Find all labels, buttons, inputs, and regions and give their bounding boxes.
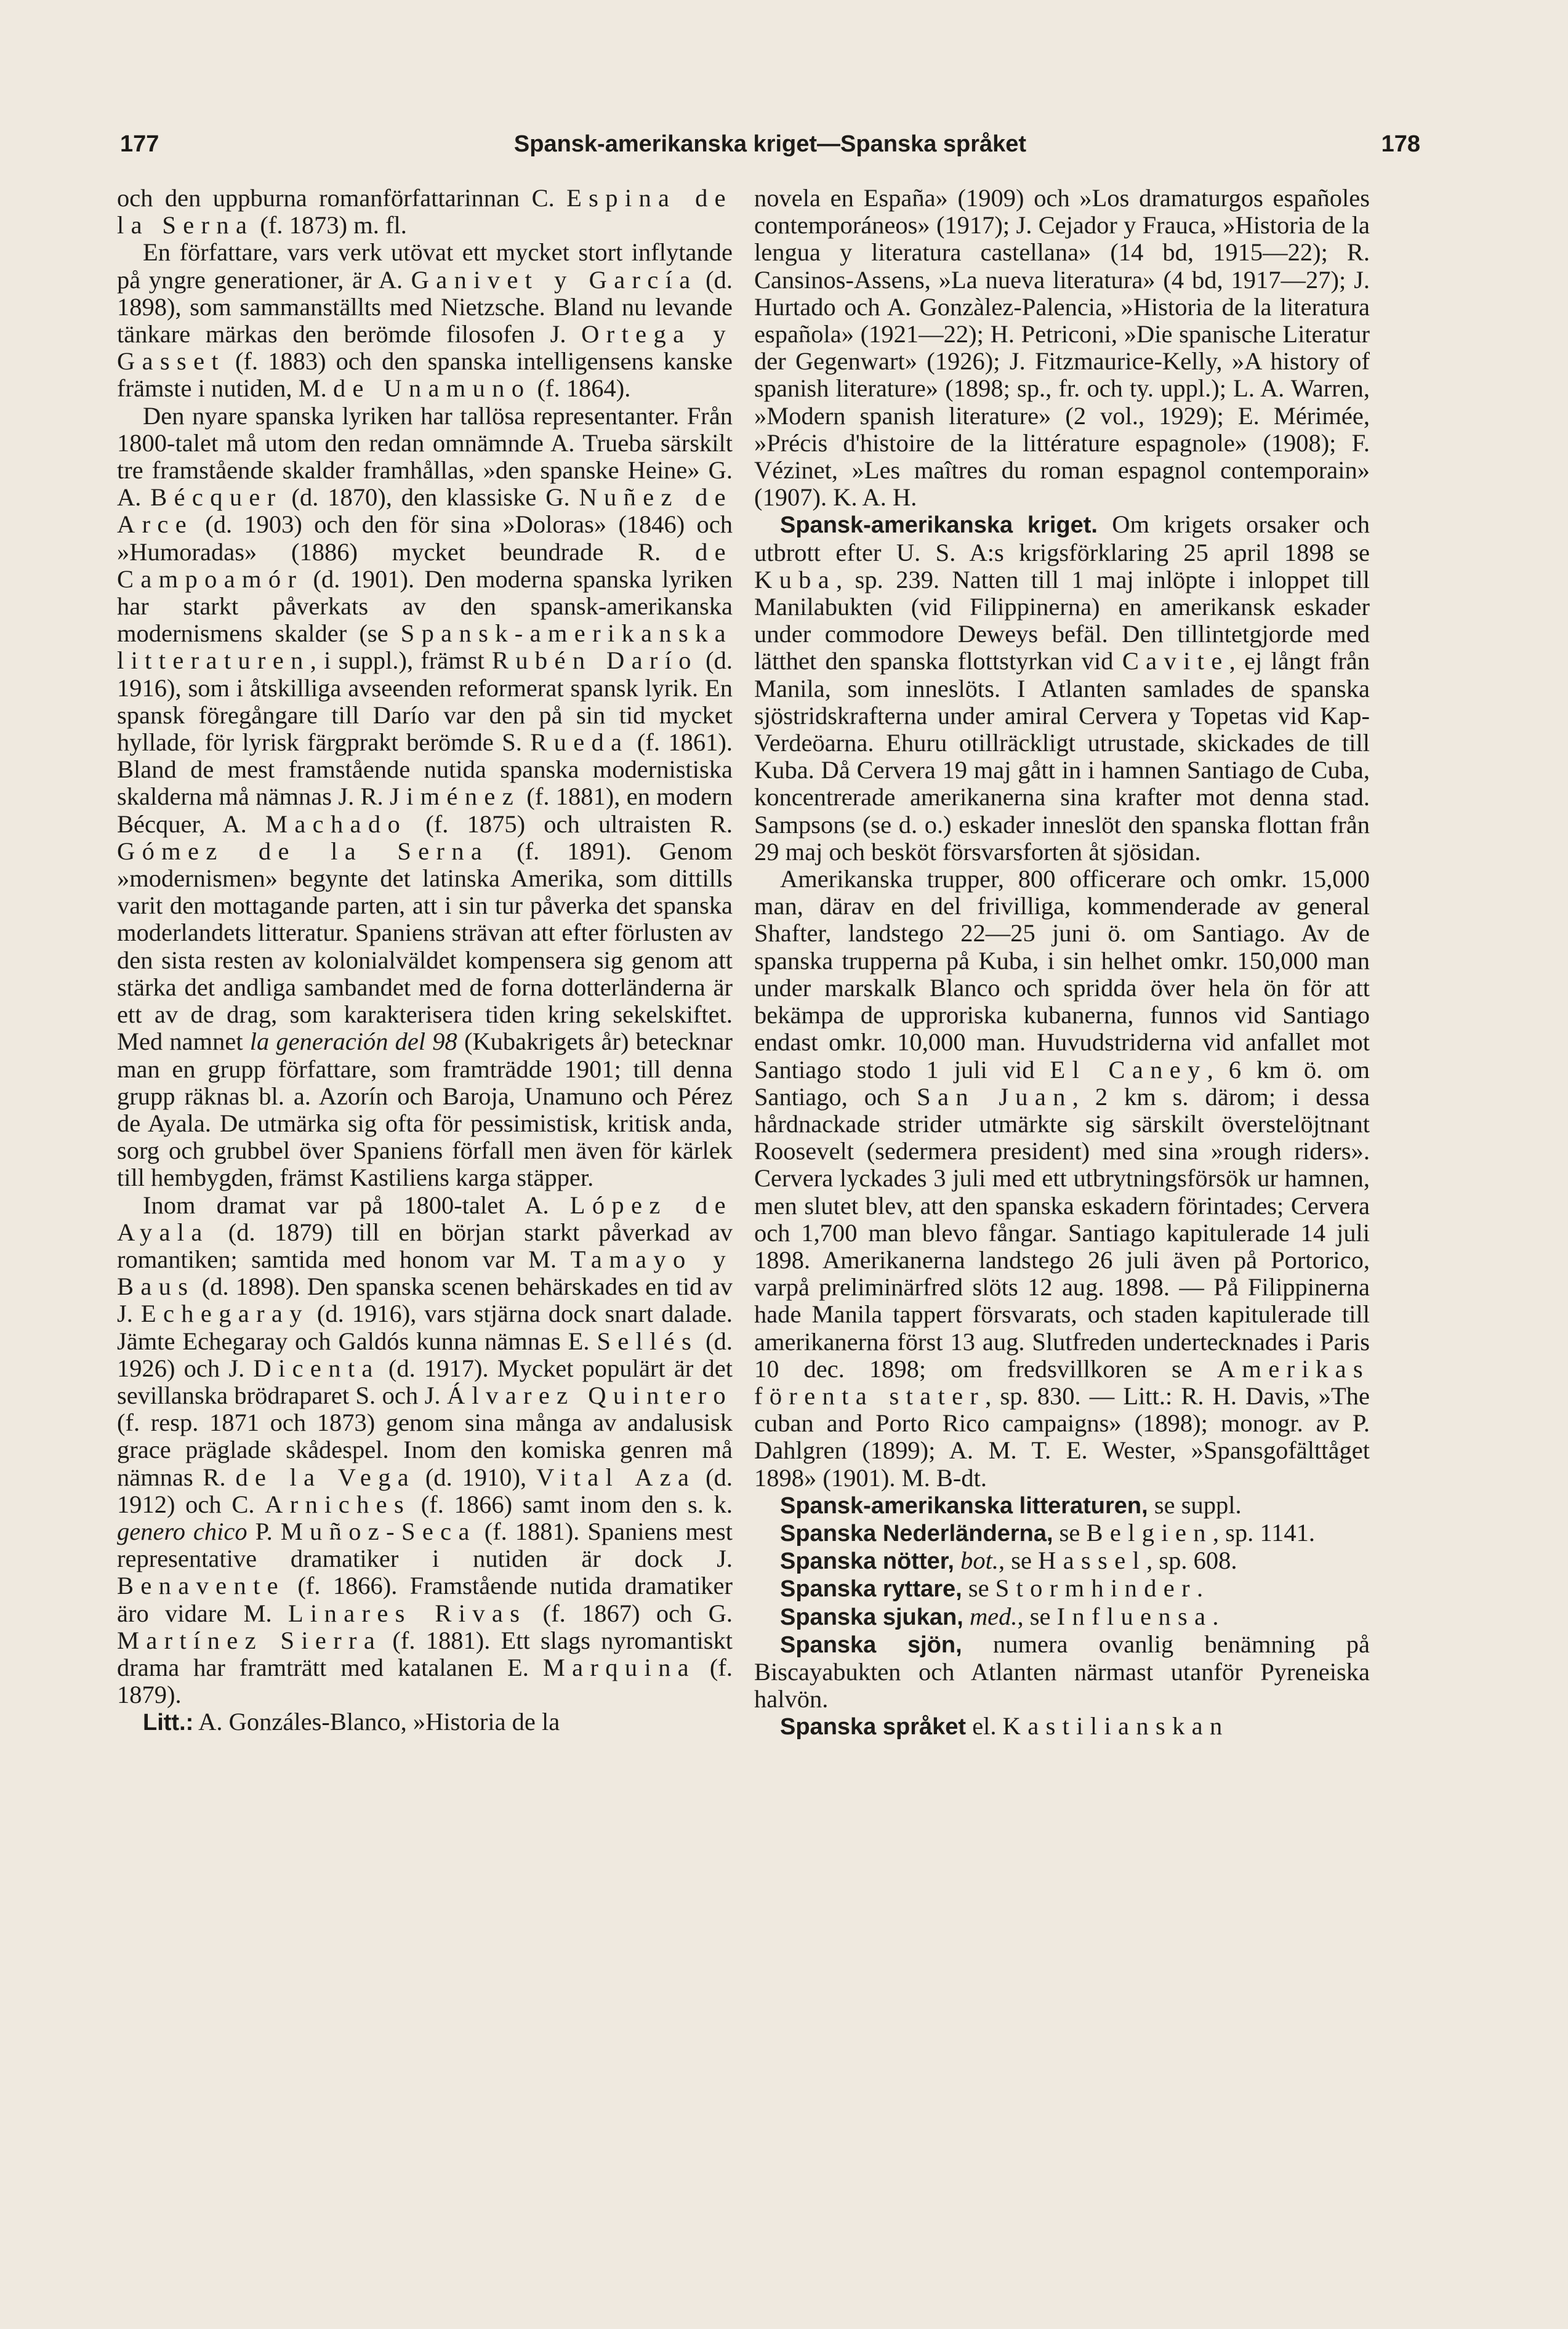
text-run: (d. 1916), som i åtskilliga avseenden reformerat spansk lyrik. En spansk föregångare till Darío var den på sin tid mycket hyllade, för lyrisk färgprakt berömde S. — [117, 646, 733, 757]
text-run — [954, 1547, 960, 1574]
spaced-name: Spansk-amerikanska litteraturen — [117, 619, 733, 675]
entry-headword: Spanska ryttare, — [780, 1576, 962, 1603]
spaced-name: Belgien — [1086, 1518, 1213, 1547]
paragraph — [117, 1192, 733, 1709]
text-run: P. — [247, 1517, 281, 1545]
spaced-name: Ganivet y García — [411, 265, 698, 294]
entry-spanska-sjukan — [754, 1603, 1370, 1631]
spaced-name: de la Vega — [235, 1463, 416, 1491]
text-run: . — [1196, 1574, 1204, 1603]
right-column — [754, 185, 1370, 1741]
spaced-name: Cavite — [1122, 647, 1229, 675]
text-run: (Kubakrigets år) betecknar man en grupp författare, som framträdde 1901; till denna grupp räknas bl. a. Azorín och Baroja, Unamuno och Pérez de Ayala. De utmärka sig ofta för pessimistisk, kritisk anda, sorg och grubbel över Spaniens förfall men även för kärlek till hembygden, främst Kastiliens karga stäpper. — [117, 1028, 733, 1192]
paragraph — [754, 866, 1370, 1492]
spaced-name: El Caney — [1050, 1055, 1207, 1084]
italic-term: bot. — [960, 1547, 999, 1575]
text-run: En författare, vars verk utövat ett mycket stort inflytande på yngre generationer, är A. — [117, 238, 733, 294]
text-run: (d. 1910), — [416, 1463, 536, 1491]
text-run: Amerikanska trupper, 800 officerare och omkr. 15,000 man, därav en del frivilliga, kommenderade av general Shafter, landstego 22—25 juni ö. om Santiago. Av de spanska trupperna på Kuba, i sin helhet omkr. 150,000 man under marskalk Blanco och spridda över hela ön för att bekämpa de upproriska kubanerna, funnos vid Santiago endast omkr. 10,000 man. Huvudstriderna vid anfallet mot Santiago stodo 1 juli vid — [754, 865, 1370, 1084]
left-column — [117, 185, 733, 1737]
literature-references — [117, 1708, 733, 1736]
entry-headword: Spanska språket — [780, 1714, 967, 1740]
text-run: se — [962, 1574, 995, 1603]
text-run: novela en España» (1909) och »Los dramaturgos españoles contemporáneos» (1917); J. Cejador y Frauca, »Historia de la lengua y literatura castellana» (14 bd, 1915—22); R. Cansinos-Assens, »La nueva literatura» (4 bd, 1917—27); J. Hurtado och A. Gonzàlez-Palencia, »Historia de la literatura española» (1921—22); H. Petriconi, »Die spanische Literatur der Gegenwart» (1926); J. Fitzmaurice-Kelly, »A history of spanish literature» (1898; sp., fr. och ty. uppl.); L. A. Warren, »Modern spanish literature» (2 vol., 1929); E. Mérimée, »Précis d'histoire de la littérature espagnole» (1908); F. Vézinet, »Les maîtres du roman espagnol contemporain» (1907). — [754, 184, 1370, 512]
spaced-name: Álvarez Quintero — [446, 1381, 733, 1409]
paragraph — [117, 239, 733, 402]
spaced-name: Bécquer — [150, 483, 283, 512]
spaced-name: Jiménez — [389, 782, 521, 811]
entry-spanska-sjon — [754, 1631, 1370, 1713]
text-run: K. A. H. — [833, 483, 917, 512]
entry-spanska-ryttare — [754, 1575, 1370, 1603]
text-run: (f. 1875) och ultraisten R. — [407, 810, 733, 838]
spaced-name: Espina de la Serna — [117, 184, 733, 239]
entry-spansk-amerikanska-kriget — [754, 511, 1370, 866]
spaced-name: Muñoz-Seca — [280, 1517, 476, 1545]
text-run: se — [1053, 1518, 1087, 1547]
spaced-name: Rueda — [530, 728, 629, 757]
text-run: (d. 1879) till en början starkt påverkad av romantiken; samtida med honom var M. — [117, 1218, 733, 1273]
text-run: (d. 1916), vars stjärna dock snart dalade. Jämte Echegaray och Galdós kunna nämnas E. — [117, 1300, 733, 1355]
spaced-name: Arniches — [265, 1490, 411, 1518]
text-run: , sp. 239. Natten till 1 maj inlöpte i inloppet till Manilabukten (vid Filippinerna) en amerikansk eskader under commodore Deweys befäl. Den tillintetgjorde med lätthet den spanska flottstyrkan vid — [754, 565, 1370, 675]
text-run: (f. 1864). — [531, 374, 631, 403]
text-run: (d. 1898). Den spanska scenen behärskades en tid av J. — [117, 1273, 733, 1328]
entry-headword: Spanska sjukan, — [780, 1604, 963, 1630]
running-title: Spansk-amerikanska kriget—Spanska språket — [513, 131, 1027, 157]
spaced-name: de Campoamór — [117, 537, 733, 593]
spaced-name: Kuba — [754, 565, 837, 593]
spaced-name: San Juan — [917, 1082, 1072, 1111]
text-run: Inom dramat var på 1800-talet A. — [143, 1191, 570, 1219]
entry-spanska-spraket — [754, 1713, 1370, 1740]
paragraph — [117, 185, 733, 239]
spaced-name: Gómez de la Serna — [117, 837, 489, 865]
text-run: Den nyare spanska lyriken har tallösa representanter. Från 1800-talet må utom den redan omnämnde A. Trueba särskilt tre framstående skalder framhållas, »den spanske Heine» G. A. — [117, 401, 733, 512]
text-run: (f. 1879). — [117, 1653, 733, 1709]
spaced-name: Amerikas förenta stater — [754, 1354, 1370, 1410]
text-run: , sp. 1141. — [1212, 1518, 1316, 1547]
entry-headword: Spansk-amerikanska litteraturen, — [780, 1492, 1148, 1519]
text-run: A. Gonzáles-Blanco, »Historia de la — [193, 1708, 560, 1736]
entry-headword: Spanska Nederländerna, — [780, 1520, 1053, 1547]
spaced-name: Machado — [265, 810, 408, 838]
spaced-name: Martínez Sierra — [117, 1626, 382, 1654]
spaced-name: de Unamuno — [332, 374, 531, 403]
text-run: (f. resp. 1871 och 1873) genom sina många av andalusisk grace präglade skådespel. Inom den komiska genren må nämnas R. — [117, 1409, 733, 1491]
text-run: M. B-dt. — [901, 1463, 987, 1492]
italic-term: genero chico — [117, 1517, 247, 1545]
text-run: numera ovanlig benämning på Biscayabukten och Atlanten närmast utanför Pyreneiska halvön. — [754, 1630, 1370, 1713]
entry-spansk-amerikanska-litteraturen — [754, 1492, 1370, 1519]
spaced-name: Nuñez de Arce — [117, 483, 733, 539]
text-run: (d. 1926) och J. — [117, 1327, 733, 1382]
text-run: , se — [1017, 1602, 1057, 1630]
text-run: (f. 1866). Framstående nutida dramatiker äro vidare M. — [117, 1572, 733, 1627]
text-run: el. — [966, 1712, 1003, 1740]
text-run: (f. 1867) och G. — [526, 1599, 733, 1627]
spaced-name: López de Ayala — [117, 1191, 733, 1246]
spaced-name: Hassel — [1038, 1547, 1147, 1575]
text-run: (f. 1881). Spaniens mest representative dramatiker i nutiden är dock J. — [117, 1517, 733, 1573]
spaced-name: Dicenta — [253, 1354, 380, 1382]
text-run: , sp. 830. — Litt.: R. H. Davis, »The cuban and Porto Rico campaigns» (1898); monogr. av P. Dahlgren (1899); A. M. T. E. Wester, »Spansgofälttåget 1898» (1901). — [754, 1382, 1370, 1492]
paragraph — [117, 403, 733, 1192]
text-run: . — [1212, 1602, 1219, 1630]
entry-headword: Spanska nötter, — [780, 1548, 954, 1575]
spaced-name: Marquina — [542, 1653, 696, 1681]
text-run: (f. 1881). Ett slags nyromantiskt drama har framträtt med katalanen E. — [117, 1626, 733, 1681]
entry-headword: Litt.: — [143, 1710, 194, 1736]
spaced-name: Sellés — [597, 1327, 699, 1355]
spaced-name: Rubén Darío — [491, 646, 698, 675]
entry-headword: Spanska sjön, — [780, 1631, 962, 1658]
spaced-name: Vital Aza — [536, 1463, 696, 1491]
spaced-name: Ortega y Gasset — [117, 320, 733, 376]
spaced-name: Tamayo y Baus — [117, 1245, 733, 1301]
entry-headword: Spansk-amerikanska kriget. — [780, 512, 1098, 539]
text-run: se suppl. — [1148, 1490, 1242, 1519]
page-number-left: 177 — [120, 131, 159, 157]
text-run: , se — [999, 1547, 1039, 1575]
text-run: (d. 1912) och C. — [117, 1463, 733, 1518]
entry-spanska-nederlanderna — [754, 1519, 1370, 1547]
text-run: (f. 1861). Bland de mest framstående nutida spanska modernistiska skalderna må nämnas J. R. — [117, 728, 733, 811]
italic-term: la generación del 98 — [249, 1028, 457, 1056]
text-run: , 6 km ö. om Santiago, och — [754, 1055, 1370, 1111]
entry-spanska-notter — [754, 1547, 1370, 1575]
spaced-name: Benavente — [117, 1572, 285, 1600]
text-run — [963, 1603, 970, 1630]
text-run: , sp. 608. — [1146, 1547, 1237, 1575]
text-run: (f. 1891). Genom »modernismen» begynte det latinska Amerika, som dittills varit den mottagande parten, att i sin tur påverka det spanska moderlandets litteratur. Spaniens strävan att efter förlusten av den sista resten av kolonialväldet kompensera sig genom att stärka det andliga sambandet med de forna dotterländerna är ett av de drag, som karakterisera tiden kring sekelskiftet. Med namnet — [117, 837, 733, 1056]
spaced-name: Linares Rivas — [287, 1599, 527, 1627]
text-run: (d. 1903) och den för sina »Doloras» (1846) och »Humoradas» (1886) mycket beundrade R. — [117, 510, 733, 566]
text-run: och den uppburna romanförfattarinnan C. — [117, 184, 567, 212]
text-run: , ej långt från Manila, som inneslöts. I Atlanten samlades de spanska sjöstridskrafterna under amiral Cervera y Topetas vid Kap-Verdeöarna. Ehuru otillräckligt utrustade, skickades de till Kuba. Då Cervera 19 maj gått in i hamnen Santiago de Cuba, koncentrerade amerikanerna sina krafter mot denna stad. Sampsons (se d. o.) eskader inneslöt den spanska flottan från 29 maj och besköt försvarsforten åt sjösidan. — [754, 647, 1370, 866]
text-run: (f. 1866) samt inom den s. k. — [411, 1490, 733, 1518]
text-run: (f. 1881), en modern Bécquer, A. — [117, 782, 733, 838]
spaced-name: Influensa — [1056, 1602, 1213, 1630]
text-run: (f. 1883) och den spanska intelligensens kanske främste i nutiden, M. — [117, 347, 733, 403]
spaced-name: Echegaray — [140, 1300, 309, 1328]
text-run: , 2 km s. därom; i dessa hårdnackade strider utmärkte sig särskilt överstelöjtnant Roosevelt (sedermera president) med sina »rough riders». Cervera lyckades 3 juli med ett utbrytningsförsök ur hamnen, men slutet blev, att den spanska eskadern förintades; Cervera och 1,700 man blevo fångar. Santiago kapitulerade 14 juli 1898. Amerikanerna landstego 26 juli även på Portorico, varpå preliminärfred slöts 12 aug. 1898. — På Filippinerna hade Manila tappert försvarats, och staden kapitulerade till amerikanerna först 13 aug. Slutfreden undertecknades i Paris 10 dec. 1898; om fredsvillkoren se — [754, 1082, 1370, 1383]
page-header — [120, 131, 1420, 168]
page-number-right: 178 — [1381, 131, 1420, 157]
text-run: (d. 1898), som sammanställts med Nietzsche. Bland nu levande tänkare märkas den berömde filosofen J. — [117, 265, 733, 348]
text-run: (d. 1917). Mycket populärt är det sevillanska brödraparet S. och J. — [117, 1354, 733, 1409]
spaced-name: Stormhinder — [995, 1574, 1197, 1603]
text-run: Om krigets orsaker och utbrott efter U. S. A:s krigsförklaring 25 april 1898 se — [754, 510, 1370, 566]
text-run: (d. 1870), den klassiske G. — [282, 483, 579, 512]
text-run: (d. 1901). Den moderna spanska lyriken har starkt påverkats av den spansk-amerikanska modernismens skalder (se — [117, 565, 733, 648]
italic-term: med. — [969, 1602, 1018, 1630]
paragraph — [754, 185, 1370, 511]
text-run: (f. 1873) m. fl. — [254, 211, 407, 239]
text-run: , i suppl.), främst — [310, 646, 492, 675]
spaced-name: Kastilianskan — [1002, 1712, 1229, 1740]
